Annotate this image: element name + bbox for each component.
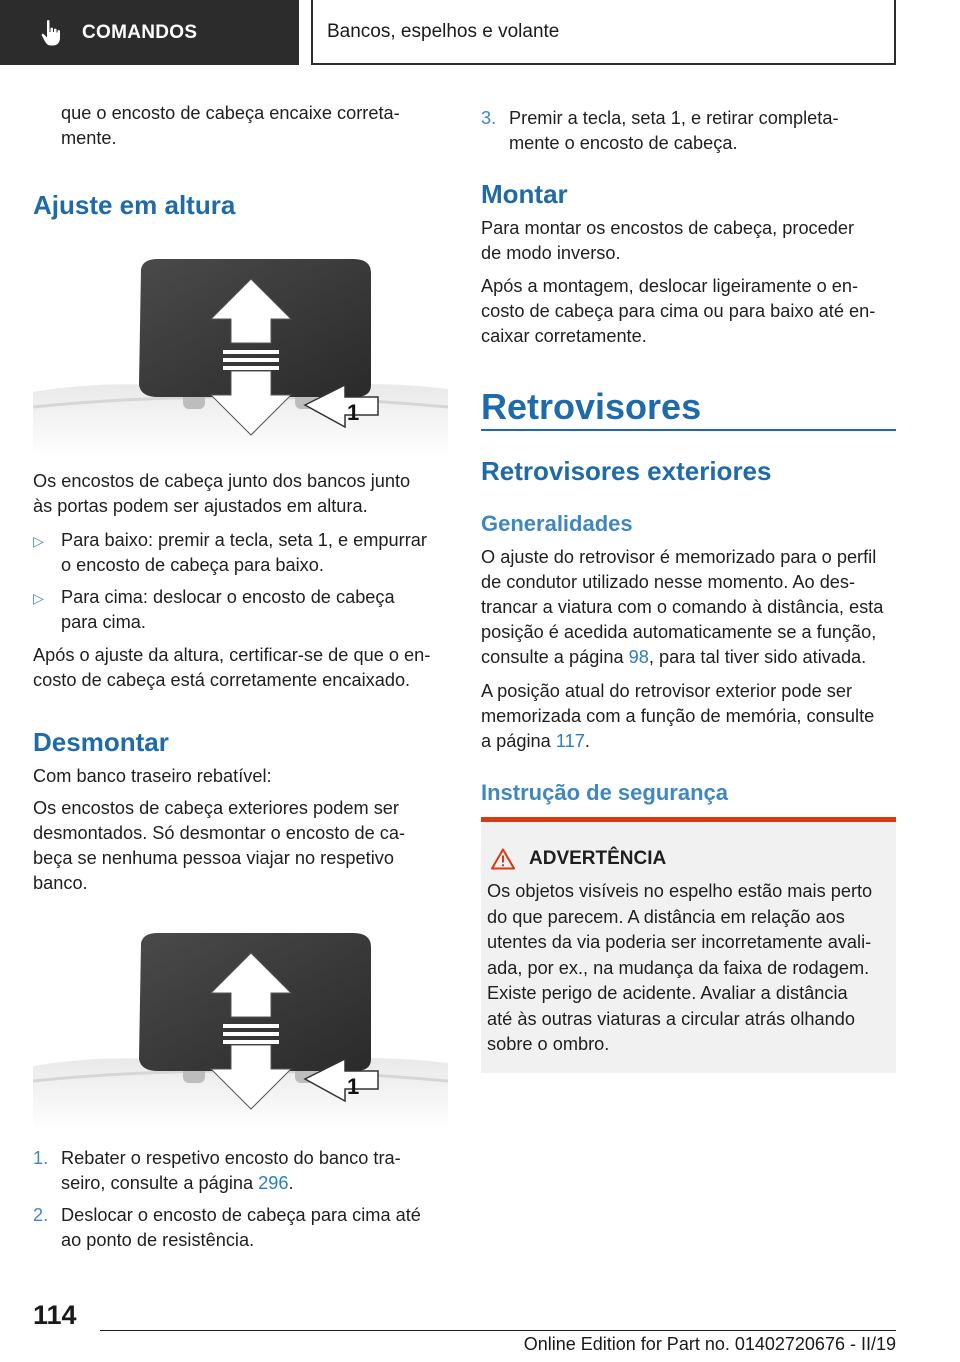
figure-callout-label: 1: [347, 1074, 360, 1099]
paragraph-text: a página: [481, 731, 556, 751]
paragraph-line: beça se nenhuma pessoa viajar no respetivo: [33, 848, 394, 868]
heading-ajuste-em-altura: Ajuste em altura: [33, 190, 236, 220]
step-line: mente o encosto de cabeça.: [509, 133, 738, 153]
warning-line: Existe perigo de acidente. Avaliar a distância: [487, 983, 848, 1003]
list-item-line: Para cima: deslocar o encosto de cabeça: [61, 587, 395, 607]
heading-generalidades: Generalidades: [481, 511, 633, 536]
warning-text: [487, 879, 892, 1058]
paragraph-line: Após a montagem, deslocar ligeiramente o en-: [481, 276, 859, 296]
figure-callout-label: 1: [347, 400, 360, 425]
warning-box: [481, 817, 896, 1073]
warning-title-text: ADVERTÊNCIA: [529, 848, 667, 869]
step-line: Premir a tecla, seta 1, e retirar completa-: [509, 108, 839, 128]
paragraph-line: O ajuste do retrovisor é memorizado para o perfil: [481, 547, 877, 567]
heading-rule: [481, 429, 896, 431]
paragraph-line: A posição atual do retrovisor exterior pode ser: [481, 681, 853, 701]
paragraph-line: costo de cabeça para cima ou para baixo até en-: [481, 301, 876, 321]
paragraph-line: às portas podem ser ajustados em altura.: [33, 496, 368, 516]
chapter-header: [311, 0, 896, 65]
paragraph-line: [481, 729, 896, 754]
step-line: Deslocar o encosto de cabeça para cima até: [61, 1205, 421, 1225]
paragraph-line: Os encostos de cabeça junto dos bancos junto: [33, 471, 411, 491]
paragraph-line: de modo inverso.: [481, 243, 621, 263]
list-item-line: para cima.: [61, 612, 146, 632]
warning-line: até às outras viaturas a circular atrás olhando: [487, 1008, 855, 1029]
triangle-bullet-icon: ▷: [33, 533, 44, 549]
list-item-line: Para baixo: premir a tecla, seta 1, e empurrar: [61, 530, 427, 550]
heading-instrucao-seguranca: Instrução de segurança: [481, 780, 728, 805]
headrest-remove-figure: [33, 931, 448, 1131]
footer-edition: Online Edition for Part no. 01402720676 - II/19: [523, 1334, 896, 1354]
triangle-bullet-icon: ▷: [33, 590, 44, 606]
paragraph-text: .: [584, 731, 590, 751]
step-number: 1.: [33, 1148, 49, 1168]
footer-rule: [100, 1330, 896, 1331]
page-link-296[interactable]: 296: [258, 1173, 289, 1193]
heading-montar: Montar: [481, 179, 568, 209]
paragraph-line: desmontados. Só desmontar o encosto de ca-: [33, 823, 406, 843]
headrest-adjust-figure: [33, 257, 448, 457]
step-text: .: [288, 1173, 294, 1193]
paragraph-line: posição é acedida automaticamente se a função,: [481, 622, 877, 642]
page-link-98[interactable]: 98: [628, 647, 649, 667]
paragraph-line: Para montar os encostos de cabeça, proceder: [481, 218, 855, 238]
paragraph-line: de condutor utilizado nesse momento. Ao des-: [481, 572, 856, 592]
heading-retrovisores: Retrovisores: [481, 386, 702, 427]
paragraph-line: trancar a viatura com o comando à distância, esta: [481, 597, 884, 617]
warning-line: ada, por ex., na mudança da faixa de rodagem.: [487, 957, 870, 978]
list-item-line: o encosto de cabeça para baixo.: [61, 555, 324, 575]
step-item: [33, 1146, 448, 1196]
continued-text-line: que o encosto de cabeça encaixe correta-: [61, 103, 400, 123]
step-number: 3.: [481, 108, 497, 128]
warning-line: sobre o ombro.: [487, 1034, 610, 1054]
paragraph-line: costo de cabeça está corretamente encaixado.: [33, 670, 411, 690]
continued-text-line: mente.: [61, 128, 117, 148]
page-number: 114: [33, 1300, 77, 1330]
step-text: seiro, consulte a página: [61, 1173, 259, 1193]
heading-retrovisores-exteriores: Retrovisores exteriores: [481, 456, 772, 486]
paragraph-line: Após o ajuste da altura, certificar-se de que o en-: [33, 645, 431, 665]
warning-triangle-icon: [491, 848, 515, 870]
paragraph-line: Os encostos de cabeça exteriores podem ser: [33, 798, 399, 818]
section-tab[interactable]: [0, 0, 299, 65]
paragraph-text: consulte a página: [481, 647, 629, 667]
chapter-title: Bancos, espelhos e volante: [327, 20, 560, 42]
step-line: ao ponto de resistência.: [61, 1230, 255, 1250]
list-item: [33, 585, 448, 635]
paragraph-line: caixar corretamente.: [481, 326, 647, 346]
step-item: [481, 106, 896, 156]
step-line: [61, 1171, 448, 1196]
list-item: [33, 528, 448, 578]
step-line: Rebater o respetivo encosto do banco tra-: [61, 1148, 401, 1168]
step-item: [33, 1203, 448, 1253]
paragraph-text: , para tal tiver sido ativada.: [648, 647, 867, 667]
warning-line: Os objetos visíveis no espelho estão mais perto: [487, 881, 873, 901]
warning-line: utentes da via poderia ser incorretamente avali-: [487, 932, 872, 952]
paragraph-line: banco.: [33, 873, 88, 893]
paragraph-line: [481, 645, 901, 670]
warning-line: do que parecem. A distância em relação aos: [487, 906, 845, 927]
section-title: COMANDOS: [82, 21, 198, 43]
paragraph-line: Com banco traseiro rebatível:: [33, 766, 272, 786]
heading-desmontar: Desmontar: [33, 727, 169, 757]
page-link-117[interactable]: 117: [555, 731, 585, 751]
warning-title: [491, 848, 666, 870]
paragraph-line: memorizada com a função de memória, consulte: [481, 706, 875, 726]
hand-pointer-icon: [40, 19, 66, 47]
step-number: 2.: [33, 1205, 49, 1225]
